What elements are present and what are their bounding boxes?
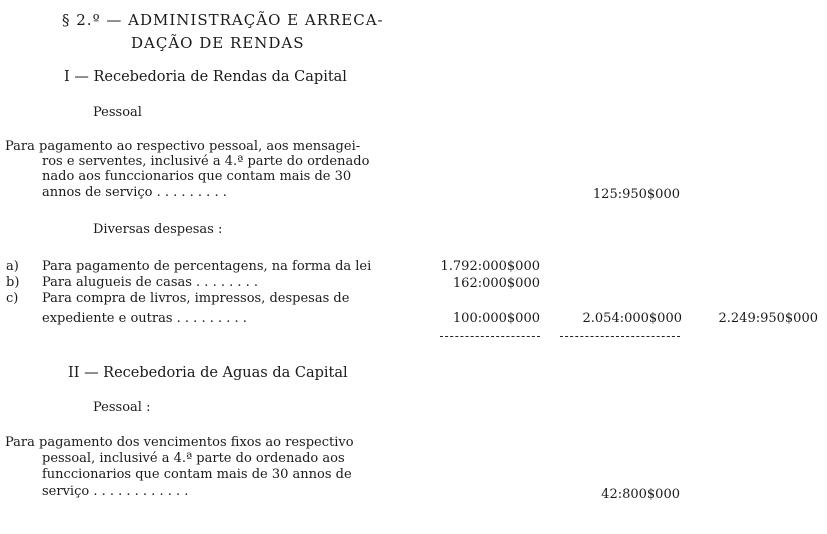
part1-total: 2.249:950$000 — [718, 311, 818, 326]
item-c-letter: c) — [6, 291, 19, 306]
item-a-value: 1.792:000$000 — [440, 259, 540, 274]
part1-heading: I — Recebedoria de Rendas da Capital — [64, 69, 347, 85]
part1-pessoal-label: Pessoal — [93, 105, 142, 120]
part1-subtotal: 2.054:000$000 — [582, 311, 682, 326]
part2-pessoal-label: Pessoal : — [93, 400, 151, 415]
part1-pessoal-line3: nado aos funccionarios que contam mais de 30 — [42, 169, 352, 184]
section-title-line1: § 2.º — ADMINISTRAÇÃO E ARRECA- — [62, 11, 384, 29]
part1-pessoal-line2: ros e serventes, inclusivé a 4.ª parte do ordenado — [42, 154, 370, 169]
item-a-letter: a) — [6, 259, 19, 274]
item-c-text-cont: expediente e outras . . . . . . . . . — [42, 311, 247, 326]
part1-pessoal-value: 125:950$000 — [592, 187, 680, 202]
column-rule — [440, 336, 540, 337]
part1-pessoal-line4: annos de serviço . . . . . . . . . — [42, 185, 227, 200]
part1-diversas-label: Diversas despesas : — [93, 222, 223, 237]
item-b-letter: b) — [6, 275, 20, 290]
part2-pessoal-line4: serviço . . . . . . . . . . . . — [42, 484, 189, 499]
item-b-value: 162:000$000 — [452, 276, 540, 291]
part2-pessoal-line2: pessoal, inclusivé a 4.ª parte do ordenado aos — [42, 451, 345, 466]
item-b-text: Para alugueis de casas . . . . . . . . — [42, 275, 259, 290]
part2-pessoal-value: 42:800$000 — [601, 487, 680, 502]
column-rule — [560, 336, 680, 337]
part2-pessoal-line3: funccionarios que contam mais de 30 annos de — [42, 467, 352, 482]
item-a-text: Para pagamento de percentagens, na forma da lei — [42, 259, 372, 274]
section-title-line2: DAÇÃO DE RENDAS — [131, 34, 305, 52]
part2-heading: II — Recebedoria de Aguas da Capital — [68, 365, 348, 381]
part2-pessoal-line1: Para pagamento dos vencimentos fixos ao respectivo — [5, 435, 354, 450]
part1-pessoal-line1: Para pagamento ao respectivo pessoal, aos mensagei- — [5, 139, 361, 154]
item-c-text: Para compra de livros, impressos, despesas de — [42, 291, 350, 306]
item-c-value: 100:000$000 — [452, 311, 540, 326]
